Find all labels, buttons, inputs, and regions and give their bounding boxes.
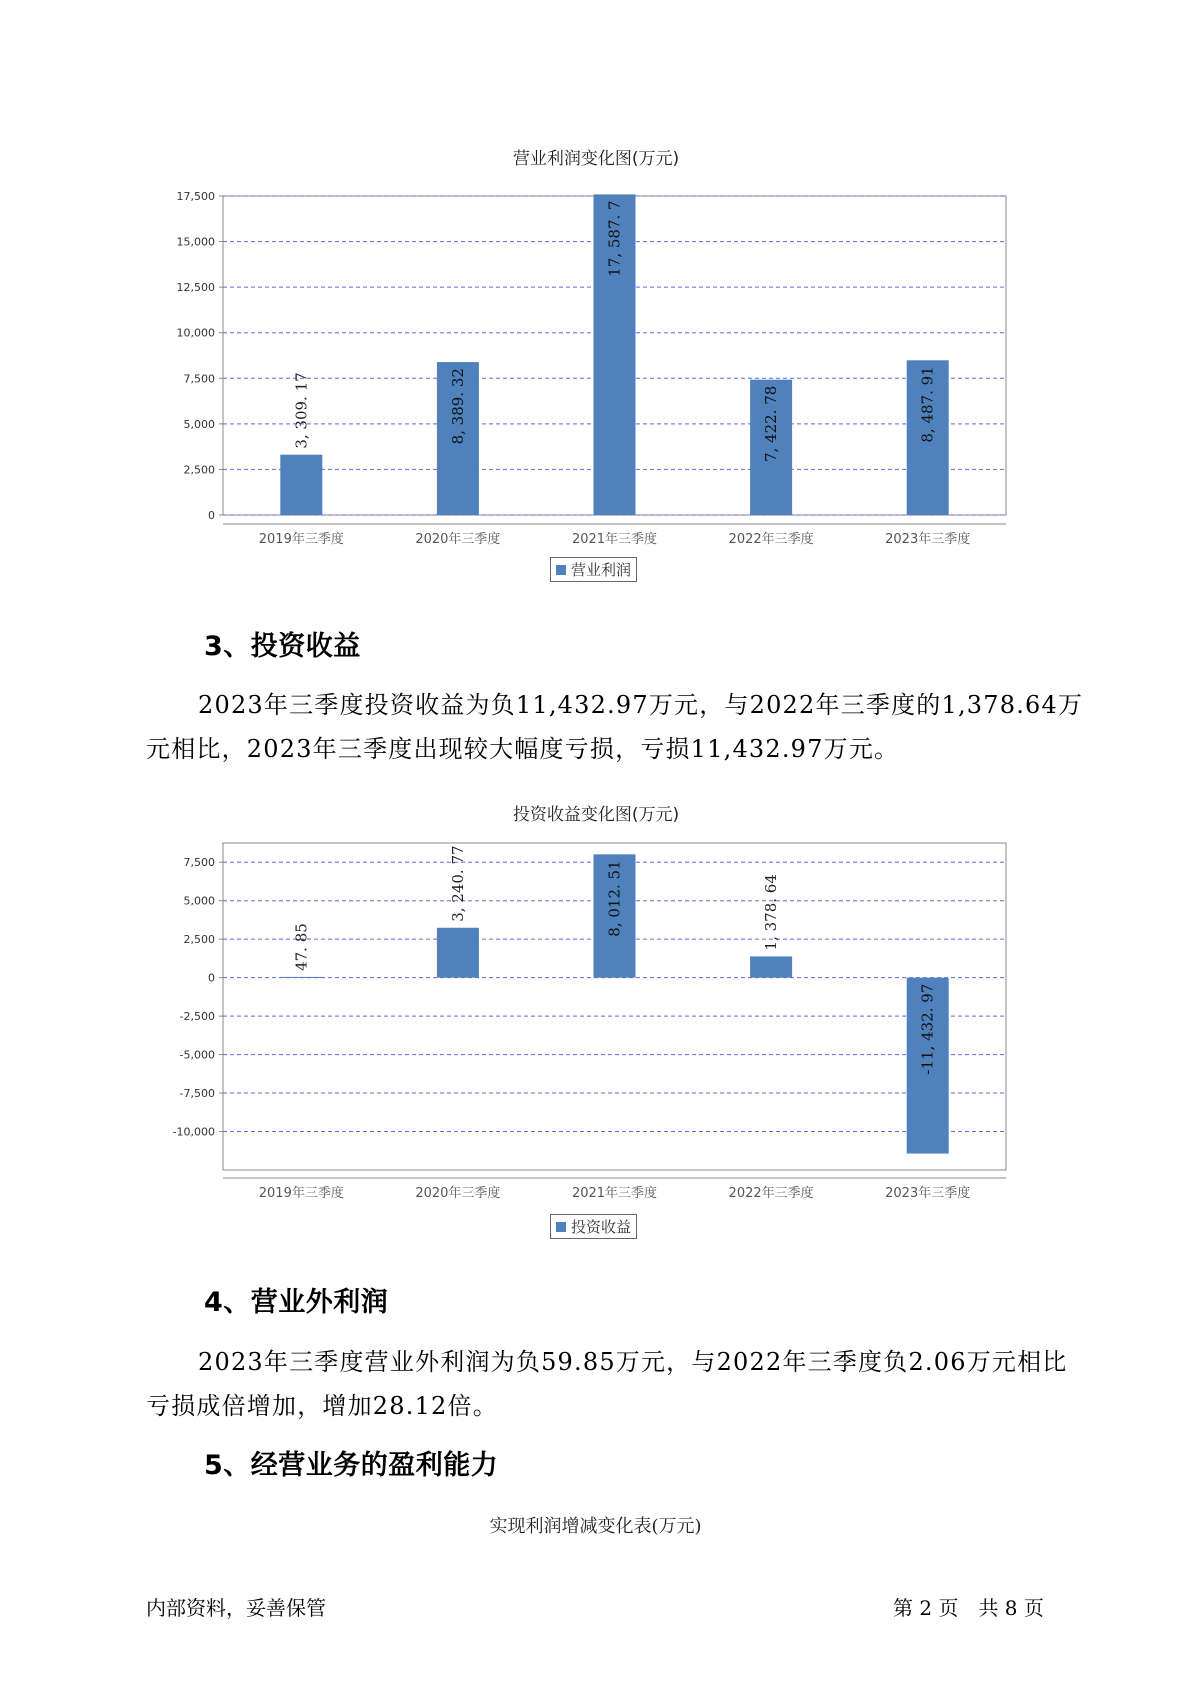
bar bbox=[437, 928, 479, 978]
section3-heading: 3、投资收益 bbox=[204, 631, 361, 662]
bar-value-label: 47. 85 bbox=[292, 923, 311, 971]
y-tick-label: 7,500 bbox=[183, 856, 215, 870]
x-tick-label: 2023年三季度 bbox=[885, 532, 971, 547]
x-tick-label: 2021年三季度 bbox=[571, 532, 658, 547]
x-tick-label: 2020年三季度 bbox=[415, 532, 501, 547]
bar-value-label: 8, 487. 91 bbox=[918, 366, 937, 443]
x-tick-label: 2022年三季度 bbox=[728, 532, 814, 547]
bar-value-label: 8, 389. 32 bbox=[448, 368, 467, 445]
chart2-legend-label: 投资收益 bbox=[571, 1218, 632, 1236]
bar-value-label: 17, 587. 7 bbox=[605, 200, 624, 277]
legend-swatch bbox=[556, 1222, 566, 1232]
y-tick-label: -7,500 bbox=[179, 1087, 215, 1101]
y-tick-label: 2,500 bbox=[183, 463, 215, 477]
chart1-title: 营业利润变化图(万元) bbox=[512, 149, 680, 169]
y-tick-label: -2,500 bbox=[179, 1010, 215, 1024]
bar-value-label: 7, 422. 78 bbox=[762, 385, 781, 463]
table-caption: 实现利润增减变化表(万元) bbox=[489, 1516, 702, 1537]
y-tick-label: 15,000 bbox=[176, 235, 215, 249]
x-tick-label: 2021年三季度 bbox=[571, 1186, 658, 1201]
y-tick-label: 0 bbox=[208, 509, 215, 522]
chart2-legend bbox=[550, 1214, 637, 1239]
y-tick-label: 5,000 bbox=[183, 894, 215, 908]
section4-text: 2023年三季度营业外利润为负59.85万元，与2022年三季度负2.06万元相比亏损成倍增加，增加28.12倍。 bbox=[146, 1348, 1068, 1420]
y-tick-label: 7,500 bbox=[183, 372, 215, 386]
bar-value-label: 3, 309. 17 bbox=[292, 372, 311, 449]
bar-value-label: -11, 432. 97 bbox=[918, 983, 937, 1075]
y-tick-label: -10,000 bbox=[172, 1125, 215, 1139]
y-tick-label: -5,000 bbox=[179, 1048, 215, 1062]
footer-page-number: 第 2 页 共 8 页 bbox=[893, 1596, 1044, 1620]
section3-text: 2023年三季度投资收益为负11,432.97万元，与2022年三季度的1,378.64万元相比，2023年三季度出现较大幅度亏损，亏损11,432.97万元。 bbox=[146, 691, 1084, 763]
x-tick-label: 2023年三季度 bbox=[885, 1186, 971, 1201]
y-tick-label: 0 bbox=[208, 971, 215, 985]
bar bbox=[280, 977, 322, 978]
bar-value-label: 3, 240. 77 bbox=[448, 845, 467, 922]
y-tick-label: 2,500 bbox=[183, 933, 215, 947]
section4-heading: 4、营业外利润 bbox=[204, 1287, 389, 1318]
x-tick-label: 2022年三季度 bbox=[728, 1186, 814, 1201]
footer-confidential-note: 内部资料，妥善保管 bbox=[146, 1596, 326, 1620]
chart2-title: 投资收益变化图(万元) bbox=[512, 805, 680, 825]
x-tick-label: 2019年三季度 bbox=[258, 1186, 344, 1201]
section4-paragraph bbox=[146, 1340, 1086, 1428]
section5-heading: 5、经营业务的盈利能力 bbox=[204, 1450, 499, 1481]
bar bbox=[750, 956, 792, 977]
y-tick-label: 17,500 bbox=[176, 190, 215, 203]
bar-value-label: 1, 378. 64 bbox=[762, 874, 781, 951]
chart1-legend-label: 营业利润 bbox=[571, 561, 632, 579]
x-tick-label: 2019年三季度 bbox=[258, 532, 344, 547]
y-tick-label: 5,000 bbox=[183, 417, 215, 431]
y-tick-label: 12,500 bbox=[176, 281, 215, 295]
y-tick-label: 10,000 bbox=[176, 326, 215, 340]
x-tick-label: 2020年三季度 bbox=[415, 1186, 501, 1201]
bar-value-label: 8, 012. 51 bbox=[605, 860, 624, 937]
